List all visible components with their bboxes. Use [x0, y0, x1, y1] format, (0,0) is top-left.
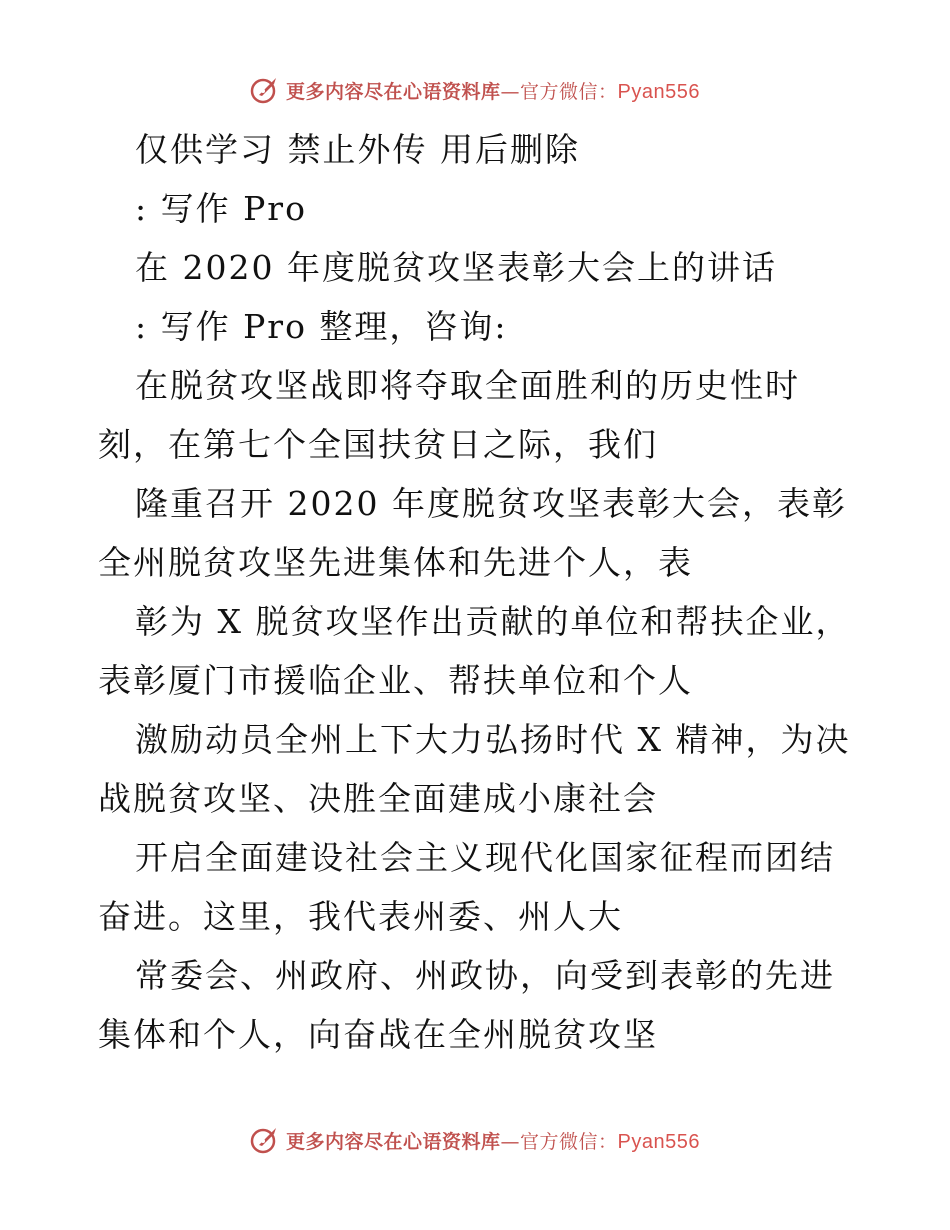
- paragraph-body-6: 常委会、州政府、州政协，向受到表彰的先进集体和个人，向奋战在全州脱贫攻坚: [98, 956, 835, 1054]
- watermark-brand: 更多内容尽在心语资料库: [286, 80, 501, 103]
- paragraph-body-2: 隆重召开 2020 年度脱贫攻坚表彰大会，表彰全州脱贫攻坚先进集体和先进个人，表: [98, 484, 847, 582]
- watermark-wechat-id: Pyan556: [617, 80, 700, 103]
- watermark-dash: —: [500, 80, 521, 103]
- paragraph-compiled-by: : 写作 Pro 整理，咨询:: [135, 307, 508, 346]
- watermark-label: 官方微信：: [520, 80, 618, 103]
- watermark-text: [286, 77, 700, 104]
- document-body: [98, 120, 858, 1064]
- footer-watermark: [0, 1123, 950, 1157]
- paragraph-body-4: 激励动员全州上下大力弘扬时代 X 精神，为决战脱贫攻坚、决胜全面建成小康社会: [98, 720, 851, 818]
- paragraph-body-3: 彰为 X 脱贫攻坚作出贡献的单位和帮扶企业，表彰厦门市援临企业、帮扶单位和个人: [98, 602, 851, 700]
- watermark-text: [286, 1127, 700, 1154]
- watermark-wechat-id: Pyan556: [617, 1130, 700, 1153]
- paragraph-body-1: 在脱贫攻坚战即将夺取全面胜利的历史性时刻，在第七个全国扶贫日之际，我们: [98, 366, 800, 464]
- watermark-brand: 更多内容尽在心语资料库: [286, 1130, 501, 1153]
- pen-nib-logo-icon: [250, 1125, 280, 1155]
- paragraph-title: 在 2020 年度脱贫攻坚表彰大会上的讲话: [135, 248, 777, 287]
- paragraph-notice: 仅供学习 禁止外传 用后删除: [135, 130, 580, 169]
- pen-nib-logo-icon: [250, 75, 280, 105]
- watermark-label: 官方微信：: [520, 1130, 618, 1153]
- header-watermark: [0, 73, 950, 107]
- watermark-dash: —: [500, 1130, 521, 1153]
- paragraph-source: : 写作 Pro: [135, 189, 307, 228]
- paragraph-body-5: 开启全面建设社会主义现代化国家征程而团结奋进。这里，我代表州委、州人大: [98, 838, 835, 936]
